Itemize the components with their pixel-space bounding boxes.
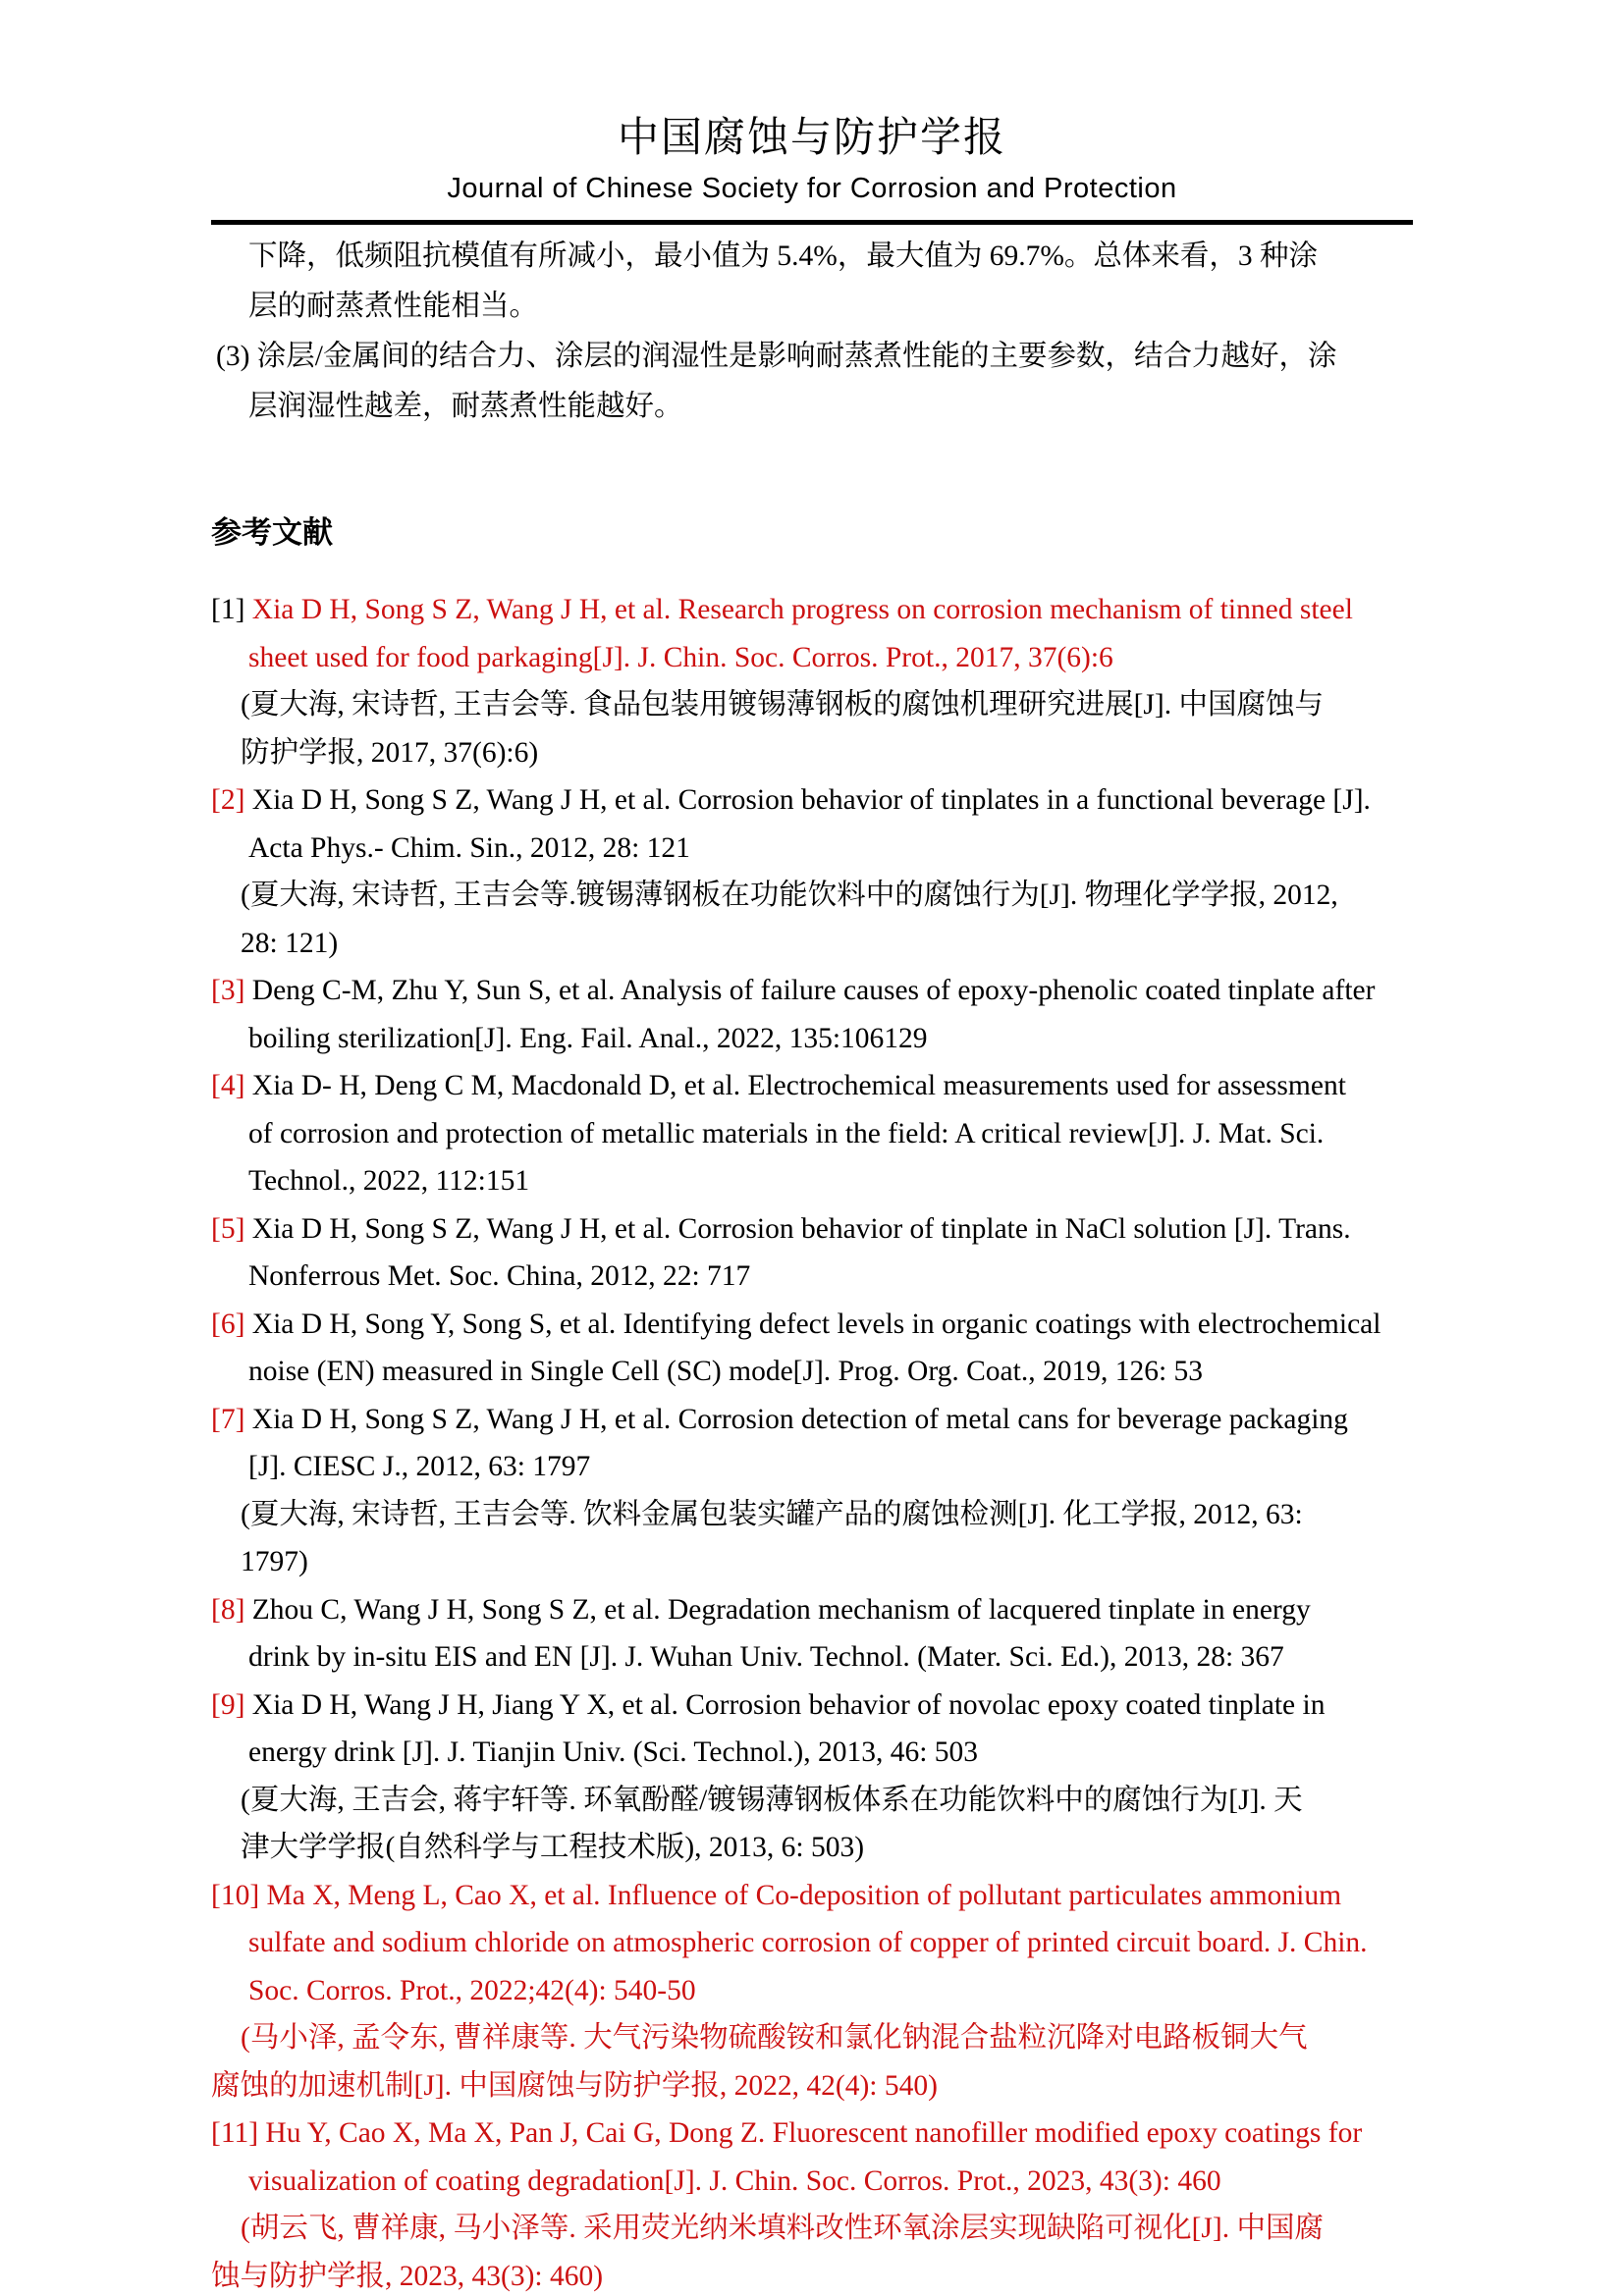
text-line <box>211 1253 1413 1301</box>
text-line <box>211 1824 1413 1872</box>
red-text-segment: (马小泽, 孟令东, 曹祥康等. 大气污染物硫酸铵和氯化钠混合盐粒沉降对电路板铜大气 <box>241 2022 1308 2055</box>
text-line <box>211 2109 1413 2158</box>
red-text-segment: sulfate and sodium chloride on atmospheric corrosion of copper of printed circuit board. J. Chin. <box>248 1927 1368 1959</box>
text-line <box>211 1729 1413 1777</box>
text-segment: 1797) <box>241 1546 308 1578</box>
red-text-segment: [8] <box>211 1593 245 1626</box>
journal-title-chinese: 中国腐蚀与防护学报 <box>617 114 1006 160</box>
red-text-segment: [9] <box>211 1688 245 1721</box>
reference-item-5 <box>211 1205 1413 1301</box>
text-segment: 下降，低频阻抗模值有所减小，最小值为 5.4%，最大值为 69.7%。总体来看，3 种涂 <box>248 240 1319 273</box>
text-segment: 津大学学报(自然科学与工程技术版), 2013, 6: 503) <box>241 1832 865 1864</box>
red-text-segment: [6] <box>211 1308 245 1340</box>
red-text-segment: 腐蚀的加速机制[J]. 中国腐蚀与防护学报, 2022, 42(4): 540) <box>211 2069 938 2102</box>
red-text-segment: 蚀与防护学报, 2023, 43(3): 460) <box>211 2260 604 2292</box>
text-line <box>211 1157 1413 1205</box>
red-text-segment: visualization of coating degradation[J]. J. Chin. Soc. Corros. Prot., 2023, 43(3): 460 <box>248 2164 1221 2197</box>
text-line <box>211 232 1413 282</box>
red-text-segment: (胡云飞, 曹祥康, 马小泽等. 采用荧光纳米填料改性环氧涂层实现缺陷可视化[J]. 中国腐 <box>241 2213 1324 2245</box>
text-segment: drink by in-situ EIS and EN [J]. J. Wuhan Univ. Technol. (Mater. Sci. Ed.), 2013, 28: 367 <box>248 1641 1284 1674</box>
text-line <box>211 634 1413 682</box>
text-line <box>211 1110 1413 1158</box>
reference-item-10 <box>211 1872 1413 2110</box>
text-segment: (夏大海, 宋诗哲, 王吉会等. 食品包装用镀锡薄钢板的腐蚀机理研究进展[J]. 中国腐蚀与 <box>241 689 1324 721</box>
text-line <box>211 776 1413 825</box>
text-line <box>211 1491 1413 1539</box>
text-line <box>211 2014 1413 2062</box>
text-line <box>211 1919 1413 1967</box>
text-segment: (夏大海, 王吉会, 蒋宇轩等. 环氧酚醛/镀锡薄钢板体系在功能饮料中的腐蚀行为[J]. 天 <box>241 1784 1303 1816</box>
text-segment: noise (EN) measured in Single Cell (SC) mode[J]. Prog. Org. Coat., 2019, 126: 53 <box>248 1356 1204 1388</box>
text-line <box>211 1396 1413 1444</box>
reference-item-8 <box>211 1586 1413 1682</box>
text-segment: Xia D- H, Deng C M, Macdonald D, et al. Electrochemical measurements used for assessment <box>244 1070 1346 1102</box>
text-segment: boiling sterilization[J]. Eng. Fail. Anal., 2022, 135:106129 <box>248 1022 928 1054</box>
text-segment: Deng C-M, Zhu Y, Sun S, et al. Analysis of failure causes of epoxy-phenolic coated tinplate after <box>244 975 1376 1007</box>
text-segment: Xia D H, Song Y, Song S, et al. Identifying defect levels in organic coatings with electrochemical <box>244 1308 1381 1340</box>
references-list <box>211 586 1413 2296</box>
text-line <box>211 825 1413 873</box>
text-segment: Xia D H, Song S Z, Wang J H, et al. Corrosion behavior of tinplate in NaCl solution [J]. Trans. <box>244 1212 1351 1245</box>
text-line <box>211 1205 1413 1254</box>
red-text-segment: [3] <box>211 975 245 1007</box>
text-segment: (夏大海, 宋诗哲, 王吉会等.镀锡薄钢板在功能饮料中的腐蚀行为[J]. 物理化学学报, 2012, <box>241 880 1338 912</box>
page-content <box>0 114 1624 2296</box>
red-text-segment: Xia D H, Song S Z, Wang J H, et al. Research progress on corrosion mechanism of tinned steel <box>244 594 1353 626</box>
reference-item-4 <box>211 1062 1413 1205</box>
text-segment: Xia D H, Song S Z, Wang J H, et al. Corrosion behavior of tinplates in a functional beverage [J]. <box>244 784 1371 817</box>
text-segment: Xia D H, Wang J H, Jiang Y X, et al. Corrosion behavior of novolac epoxy coated tinplate in <box>244 1688 1326 1721</box>
journal-header <box>211 114 1413 225</box>
conclusion-paragraph-continuation <box>211 232 1413 332</box>
text-line <box>211 967 1413 1015</box>
text-line <box>211 586 1413 634</box>
text-line <box>211 332 1413 382</box>
red-text-segment: [4] <box>211 1070 245 1102</box>
red-text-segment: [7] <box>211 1403 245 1435</box>
text-line <box>211 872 1413 920</box>
text-line <box>211 1348 1413 1396</box>
reference-item-11 <box>211 2109 1413 2296</box>
red-text-segment: [5] <box>211 1212 245 1245</box>
text-segment: 防护学报, 2017, 37(6):6) <box>241 736 539 769</box>
red-text-segment: Soc. Corros. Prot., 2022;42(4): 540-50 <box>248 1974 696 2006</box>
reference-item-2 <box>211 776 1413 967</box>
text-line <box>211 920 1413 968</box>
text-segment: [1] <box>211 594 245 626</box>
text-line <box>211 729 1413 777</box>
document-body <box>211 225 1413 2296</box>
text-line <box>211 1682 1413 1730</box>
text-segment: of corrosion and protection of metallic materials in the field: A critical review[J]. J. Mat. Sci. <box>248 1117 1325 1149</box>
reference-item-9 <box>211 1682 1413 1872</box>
text-line <box>211 2253 1413 2296</box>
reference-item-6 <box>211 1301 1413 1396</box>
red-text-segment: sheet used for food parkaging[J]. J. Chin. Soc. Corros. Prot., 2017, 37(6):6 <box>248 641 1113 673</box>
text-segment: Nonferrous Met. Soc. China, 2012, 22: 717 <box>248 1260 751 1293</box>
text-line <box>211 1015 1413 1063</box>
text-line <box>211 2062 1413 2110</box>
text-line <box>211 1777 1413 1825</box>
journal-title-english: Journal of Chinese Society for Corrosion and Protection <box>447 173 1177 205</box>
conclusion-paragraph-item-3 <box>211 332 1413 432</box>
reference-item-3 <box>211 967 1413 1062</box>
text-segment: 层润湿性越差，耐蒸煮性能越好。 <box>248 391 683 423</box>
text-segment: 28: 121) <box>241 927 339 959</box>
text-line <box>211 1538 1413 1586</box>
text-line <box>211 1633 1413 1682</box>
text-line <box>211 1443 1413 1491</box>
text-segment: Xia D H, Song S Z, Wang J H, et al. Corrosion detection of metal cans for beverage packaging <box>244 1403 1348 1435</box>
text-segment: 层的耐蒸煮性能相当。 <box>248 291 539 323</box>
text-line <box>211 1586 1413 1634</box>
text-segment: Technol., 2022, 112:151 <box>248 1165 530 1198</box>
text-line <box>211 1872 1413 1920</box>
text-segment: (夏大海, 宋诗哲, 王吉会等. 饮料金属包装实罐产品的腐蚀检测[J]. 化工学报, 2012, 63: <box>241 1498 1303 1530</box>
red-text-segment: [2] <box>211 784 245 817</box>
text-line <box>211 2158 1413 2206</box>
text-segment: energy drink [J]. J. Tianjin Univ. (Sci. Technol.), 2013, 46: 503 <box>248 1736 979 1769</box>
text-segment: Acta Phys.- Chim. Sin., 2012, 28: 121 <box>248 831 690 864</box>
text-segment: [J]. CIESC J., 2012, 63: 1797 <box>248 1451 591 1483</box>
reference-item-7 <box>211 1396 1413 1586</box>
text-line <box>211 382 1413 432</box>
text-line <box>211 2205 1413 2253</box>
text-line <box>211 282 1413 332</box>
text-line <box>211 1967 1413 2015</box>
text-segment: Zhou C, Wang J H, Song S Z, et al. Degradation mechanism of lacquered tinplate in energy <box>244 1593 1311 1626</box>
red-text-segment: [11] Hu Y, Cao X, Ma X, Pan J, Cai G, Dong Z. Fluorescent nanofiller modified epoxy coatings for <box>211 2117 1363 2150</box>
references-heading: 参考文献 <box>211 515 333 551</box>
reference-item-1 <box>211 586 1413 776</box>
red-text-segment: [10] Ma X, Meng L, Cao X, et al. Influence of Co-deposition of pollutant particulates ammonium <box>211 1879 1342 1911</box>
text-line <box>211 1301 1413 1349</box>
text-line <box>211 681 1413 729</box>
text-line <box>211 1062 1413 1110</box>
text-segment: (3) 涂层/金属间的结合力、涂层的润湿性是影响耐蒸煮性能的主要参数，结合力越好，涂 <box>216 341 1337 373</box>
